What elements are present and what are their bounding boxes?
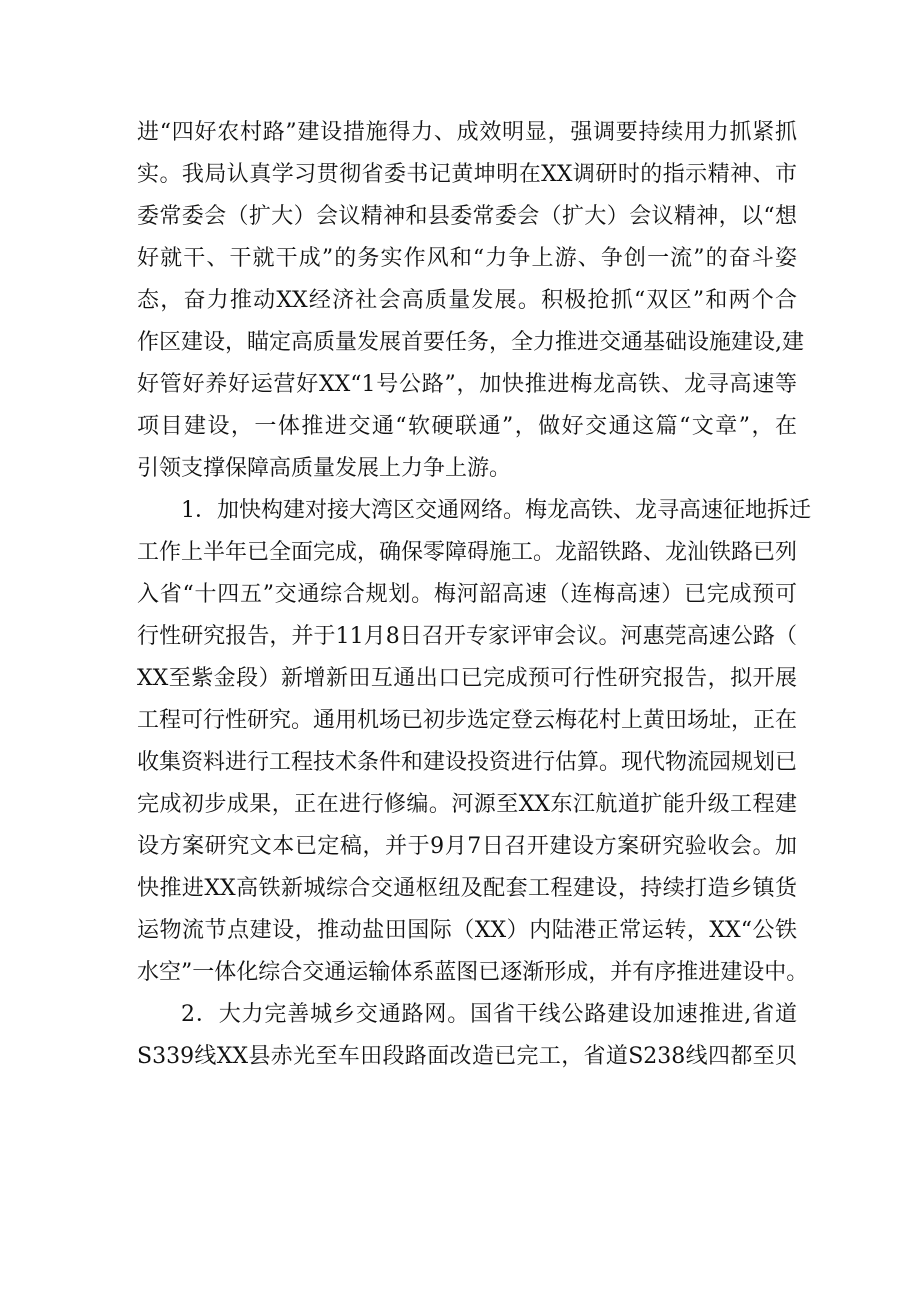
text-line: 工作上半年已全面完成，确保零障碍施工。龙韶铁路、龙汕铁路已列 [137, 540, 798, 565]
text-line: 好管好养好运营好XX“1号公路”，加快推进梅龙高铁、龙寻高速等 [137, 372, 797, 397]
text-line: 行性研究报告，并于11月8日召开专家评审会议。河惠莞高速公路（ [137, 624, 797, 649]
section-1-heading-line: 1．加快构建对接大湾区交通网络。梅龙高铁、龙寻高速征地拆迁 [181, 498, 811, 523]
text-line: 作区建设，瞄定高质量发展首要任务，全力推进交通基础设施建设,建 [137, 330, 804, 355]
text-line: 实。我局认真学习贯彻省委书记黄坤明在XX调研时的指示精神、市 [137, 162, 797, 187]
text-line: 设方案研究文本已定稿，并于9月7日召开建设方案研究验收会。加 [137, 834, 797, 859]
text-line: 工程可行性研究。通用机场已初步选定登云梅花村上黄田场址，正在 [137, 708, 798, 733]
text-line: 入省“十四五”交通综合规划。梅河韶高速（连梅高速）已完成预可 [137, 582, 797, 607]
text-line: XX至紫金段）新增新田互通出口已完成预可行性研究报告，拟开展 [137, 666, 797, 691]
text-line: 态，奋力推动XX经济社会高质量发展。积极抢抓“双区”和两个合 [137, 288, 797, 313]
text-line: 快推进XX高铁新城综合交通枢纽及配套工程建设，持续打造乡镇货 [137, 876, 797, 901]
text-line: 项目建设，一体推进交通“软硬联通”，做好交通这篇“文章”，在 [137, 414, 797, 439]
section-2-heading-line: 2．大力完善城乡交通路网。国省干线公路建设加速推进,省道 [181, 1002, 797, 1027]
text-line: 完成初步成果，正在进行修编。河源至XX东江航道扩能升级工程建 [137, 792, 797, 817]
text-line: 委常委会（扩大）会议精神和县委常委会（扩大）会议精神，以“想 [137, 204, 797, 229]
text-line: 运物流节点建设，推动盐田国际（XX）内陆港正常运转，XX“公铁 [137, 918, 797, 943]
paragraph-end-line: 水空”一体化综合交通运输体系蓝图已逐渐形成，并有序推进建设中。 [137, 960, 809, 985]
text-line: 好就干、干就干成”的务实作风和“力争上游、争创一流”的奋斗姿 [137, 246, 797, 271]
paragraph-end-line: 引领支撑保障高质量发展上力争上游。 [137, 456, 512, 481]
text-line: 收集资料进行工程技术条件和建设投资进行估算。现代物流园规划已 [137, 750, 798, 775]
text-line: S339线XX县赤光至车田段路面改造已完工，省道S238线四都至贝 [137, 1044, 797, 1069]
text-line: 进“四好农村路”建设措施得力、成效明显，强调要持续用力抓紧抓 [137, 120, 797, 145]
document-body [137, 112, 811, 1078]
